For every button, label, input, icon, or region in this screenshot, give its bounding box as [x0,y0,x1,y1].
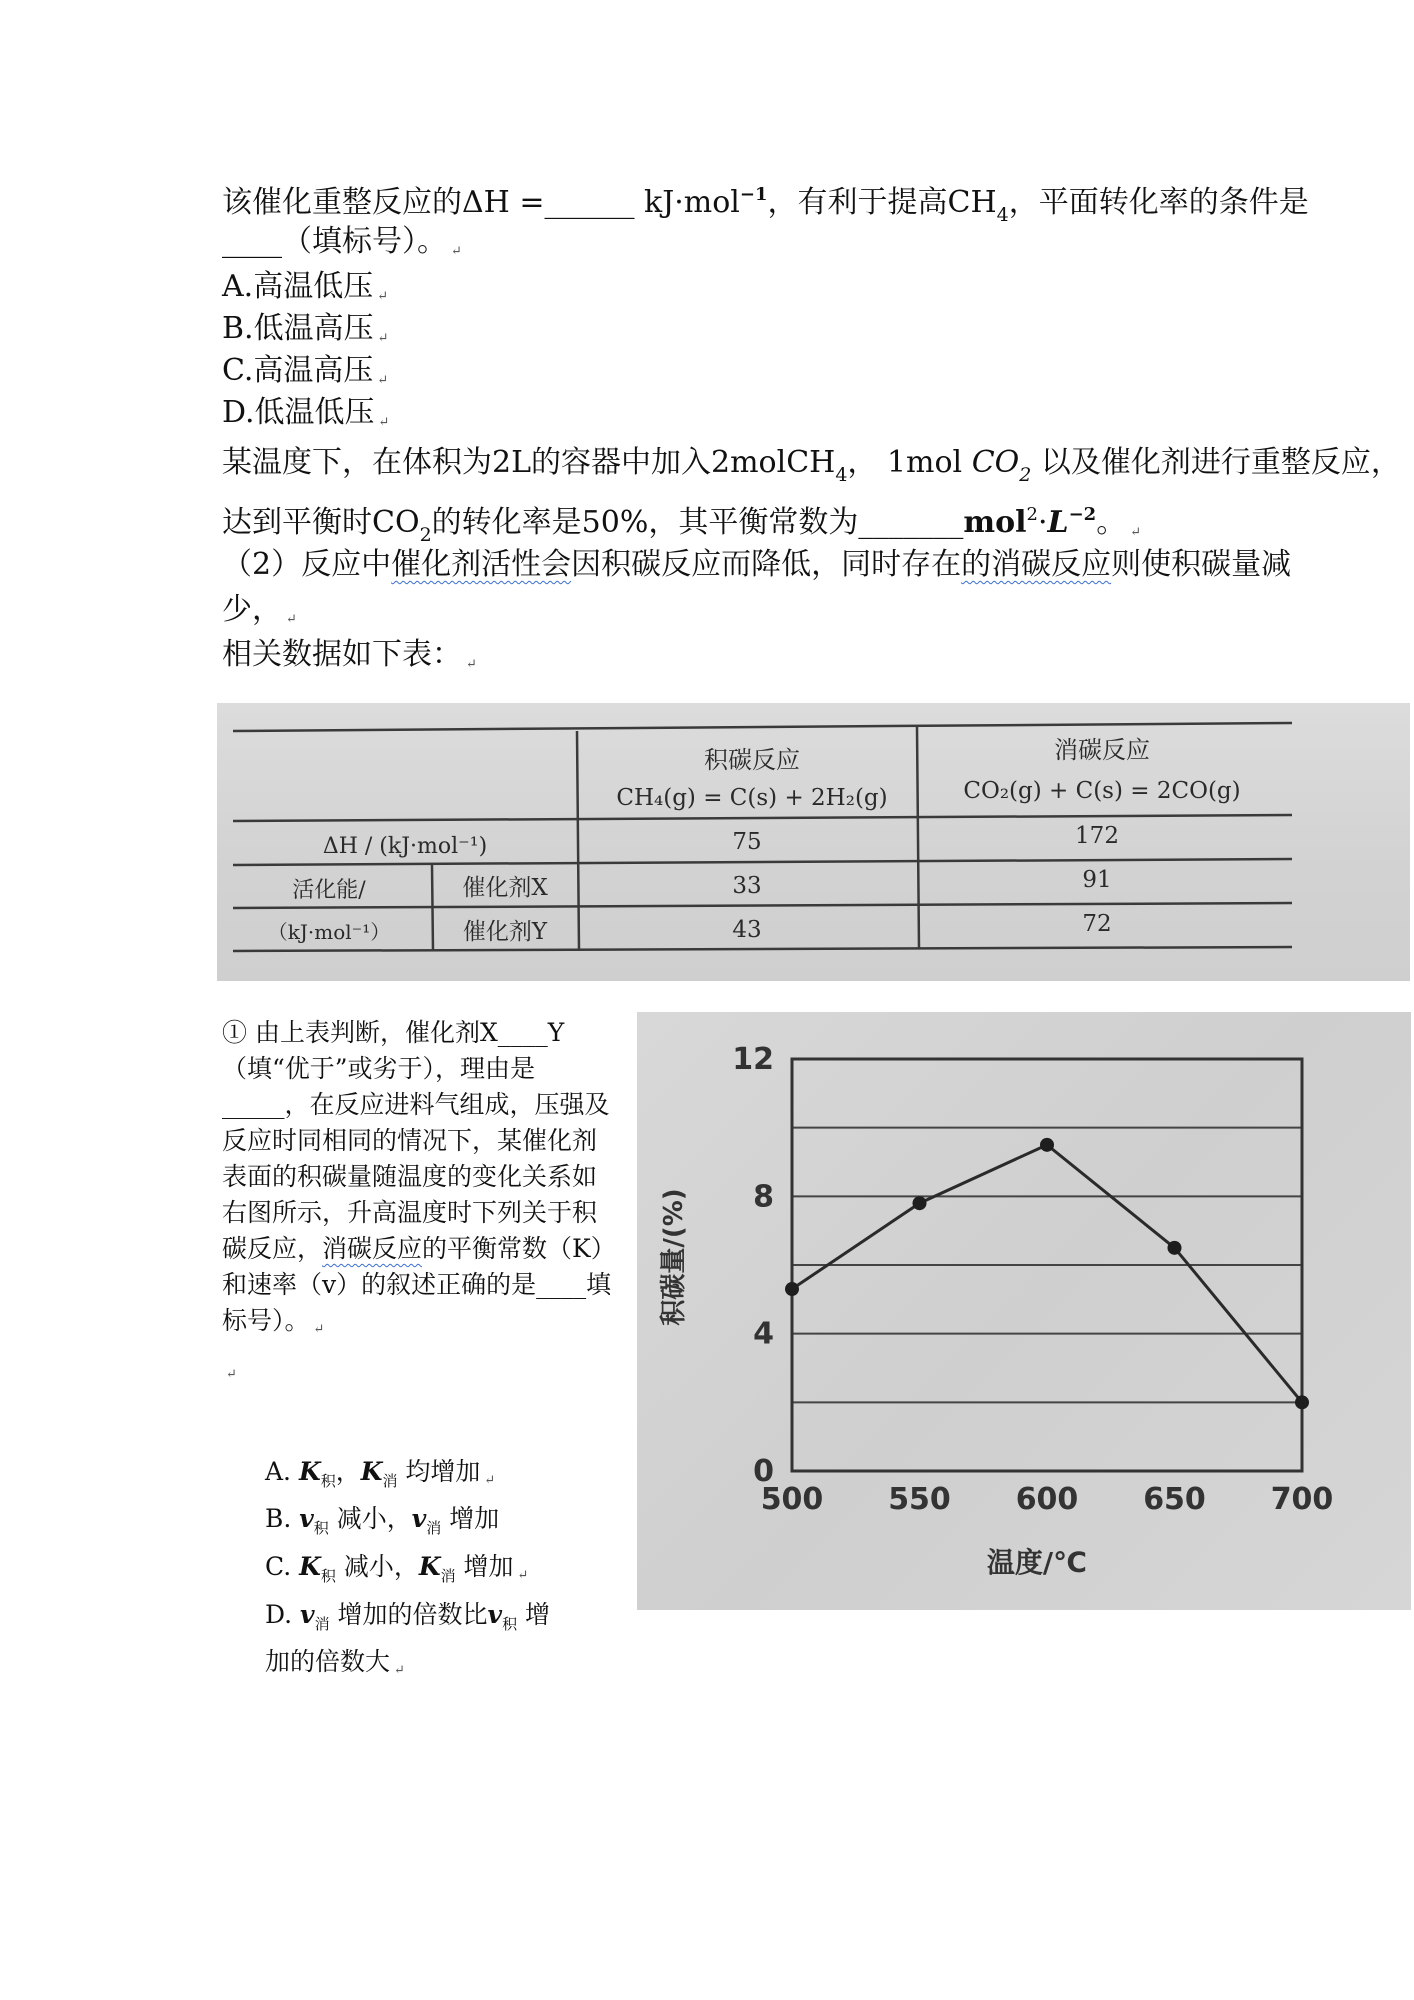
y-tick-label: 0 [753,1454,774,1489]
subscript: 4 [996,204,1009,226]
v-symbol: v [487,1600,503,1629]
subscript: 积 [320,1472,336,1490]
k-symbol: K [299,1552,321,1581]
text: ① 由上表判断，催化剂X____Y（填“优于”或劣于），理由是_____，在反应进料气组成，压强及反应时同相同的情况下，某催化剂表面的积碳量随温度的变化关系如右图所示，升高温度时下列关于积碳反应， [222,1018,610,1263]
subscript: 消 [314,1615,330,1633]
cell-y-2: 72 [1082,911,1112,937]
text: 。 [1096,505,1127,540]
intro-line-10 [222,590,297,640]
v-symbol: v [411,1504,427,1533]
y-axis-label: 积碳量/(%) [659,1188,689,1326]
unit: mol [963,505,1027,540]
return-mark-icon: ↵ [451,244,462,259]
question-option-d [265,1598,550,1641]
text: 减小， [335,1552,419,1581]
return-mark-icon: ↵ [226,1367,237,1382]
grammar-underline-text: 消碳反应 [322,1234,423,1263]
k-symbol: K [418,1552,441,1581]
col1-equation: CH₄(g) = C(s) + 2H₂(g) [616,785,888,811]
question-option-a [265,1455,495,1498]
v-symbol: v [300,1600,315,1629]
question-option-c [265,1550,528,1593]
text: ____（填标号）。 [222,224,447,259]
option-text: B.低温高压 [222,311,374,346]
text: 的转化率是50%，其平衡常数为_______ [431,505,964,540]
x-axis-label: 温度/℃ [986,1546,1088,1579]
k-symbol: K [360,1457,383,1486]
data-point [1295,1395,1309,1409]
y-tick-label: 4 [753,1316,774,1352]
text: 均增加 [397,1457,481,1486]
text: 增加 [455,1552,514,1581]
text: 减小， [328,1504,412,1533]
grammar-underline-text: 催化剂活性会 [391,547,572,582]
question-1-text [222,1015,617,1393]
text: C. [265,1552,300,1581]
col2-title: 消碳反应 [1054,736,1150,764]
intro-line-7 [222,443,1401,495]
v-symbol: v [299,1504,314,1533]
subscript: 积 [313,1519,329,1537]
text: · [1037,505,1048,540]
text: ， 1mol [847,445,972,480]
catalyst-y-label: 催化剂Y [462,919,548,945]
text: 因积碳反应而降低，同时存在 [571,547,962,582]
x-tick-labels [761,1482,1334,1517]
option-text: D.低温低压 [222,395,375,430]
intro-line-2 [222,222,462,272]
text: 的平衡常数（K）和速率（v）的叙述正确的是____填标号）。 [222,1234,616,1335]
x-tick-label: 600 [1015,1482,1079,1517]
superscript: −2 [1068,504,1097,525]
data-point [785,1282,799,1296]
dh-blank-text: 该催化重整反应的ΔH =______ kJ·mol [222,185,740,220]
cell-x-2: 91 [1082,867,1112,893]
text: ， [335,1457,361,1486]
option-d [222,393,389,443]
subscript: 消 [426,1519,442,1537]
co2-formula: CO [971,445,1020,480]
subscript: 积 [320,1567,336,1585]
data-point [1040,1138,1054,1152]
subscript: 2 [419,524,432,546]
x-tick-label: 550 [888,1482,951,1517]
subscript: 4 [835,464,848,486]
text: A. [265,1457,299,1486]
chart-grid [792,1128,1302,1403]
intro-line-9 [222,545,1291,585]
text: 少， [222,592,282,627]
cell-dh-2: 172 [1075,823,1119,849]
return-mark-icon: ↵ [394,1663,405,1678]
subscript: 积 [502,1615,518,1633]
text: 增 [517,1600,551,1629]
return-mark-icon: ↵ [466,657,477,672]
subscript: 消 [382,1472,398,1490]
reaction-data-table [217,703,1410,981]
text: 加的倍数大 [265,1647,391,1676]
text: ，有利于提高CH [767,185,997,220]
text: 相关数据如下表： [222,637,462,672]
text: ，平面转化率的条件是 [1008,185,1309,220]
subscript: 消 [440,1567,456,1585]
text: （2）反应中 [222,547,392,582]
return-mark-icon: ↵ [378,415,390,430]
return-mark-icon: ↵ [313,1322,325,1337]
empty-line [222,1348,617,1393]
intro-line-11 [222,635,477,685]
superscript: 2 [1026,504,1038,525]
catalyst-x-label: 催化剂X [462,875,548,901]
data-point [913,1196,927,1210]
carbon-deposit-chart [637,1012,1411,1610]
option-text: A.高温低压 [222,269,374,304]
return-mark-icon: ↵ [484,1473,496,1488]
x-tick-label: 700 [1270,1482,1334,1517]
return-mark-icon: ↵ [377,373,389,388]
k-symbol: K [298,1457,321,1486]
y-tick-label: 8 [753,1179,774,1215]
cell-dh-1: 75 [732,829,762,855]
subscript: 2 [1019,464,1032,486]
question-option-d-cont [265,1645,405,1688]
text: 增加的倍数比 [329,1600,488,1629]
cell-x-1: 33 [732,873,762,899]
series-line [792,1145,1302,1403]
col1-title: 积碳反应 [704,746,800,774]
question-option-b [265,1502,499,1545]
return-mark-icon: ↵ [377,289,389,304]
act-label-1: 活化能/ [292,878,366,903]
chart-svg [637,1012,1411,1610]
text: 增加 [441,1504,500,1533]
return-mark-icon: ↵ [1130,525,1142,540]
text: 以及催化剂进行重整反应， [1031,445,1401,480]
question-paragraph [222,1015,617,1348]
y-tick-label: 12 [732,1042,774,1077]
x-tick-label: 650 [1143,1482,1206,1517]
option-text: C.高温高压 [222,353,374,388]
superscript: −1 [739,184,768,205]
data-points [785,1138,1309,1410]
text: D. [265,1600,301,1629]
y-tick-labels [732,1042,774,1489]
text: 则使积碳量减 [1111,547,1292,582]
act-label-2: （kJ·mol⁻¹） [267,920,391,944]
unit: L [1047,505,1069,540]
grammar-underline-text: 的消碳反应 [961,547,1112,582]
text: 某温度下，在体积为2L的容器中加入2molCH [222,445,836,480]
col2-equation: CO₂(g) + C(s) = 2CO(g) [963,778,1241,804]
x-tick-label: 500 [760,1482,824,1517]
text: 达到平衡时CO [222,505,420,540]
text: B. [265,1504,300,1533]
return-mark-icon: ↵ [286,612,297,627]
data-point [1168,1241,1182,1255]
return-mark-icon: ↵ [377,331,389,346]
row-dh-label: ΔH / (kJ·mol⁻¹) [322,834,488,859]
return-mark-icon: ↵ [517,1568,529,1583]
cell-y-1: 43 [732,917,762,943]
